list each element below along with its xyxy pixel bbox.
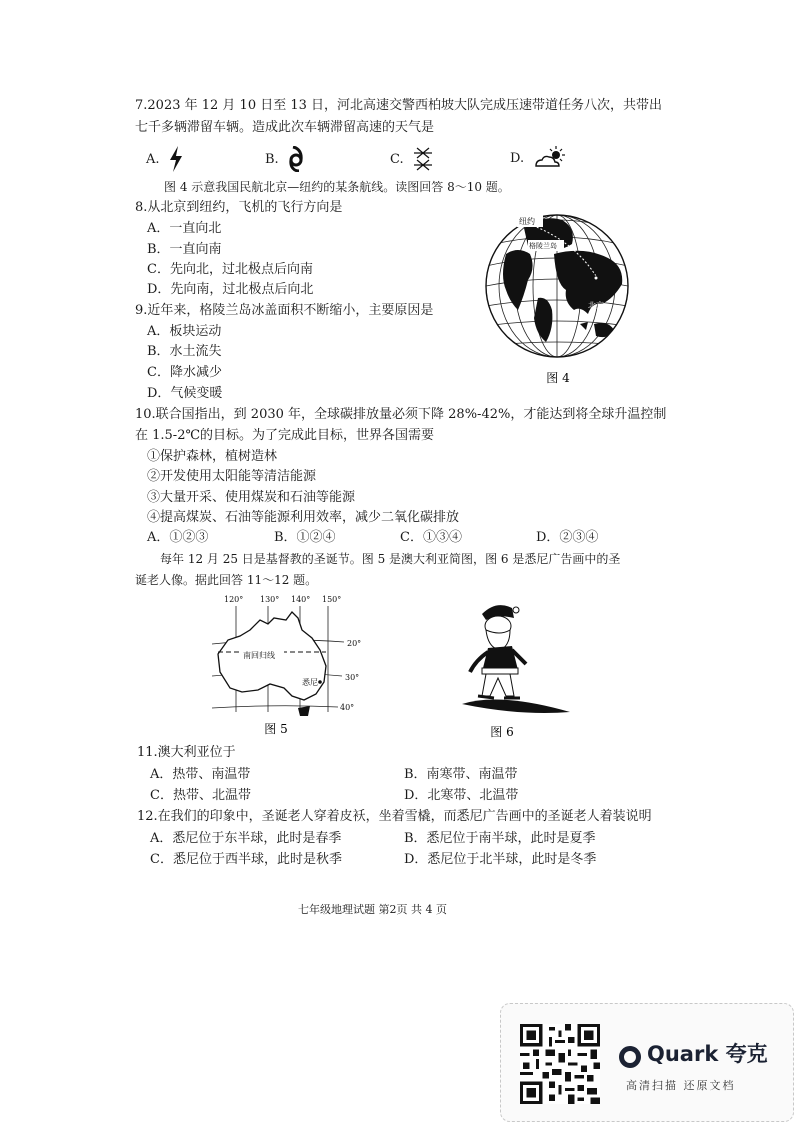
q12-option-b: B．悉尼位于南半球，此时是夏季 bbox=[404, 831, 596, 846]
fig4-intro: 图 4 示意我国民航北京—纽约的某条航线。读图回答 8～10 题。 bbox=[164, 180, 510, 194]
q8-option-b: B．一直向南 bbox=[147, 242, 222, 257]
figure-6-santa-surfing bbox=[460, 600, 580, 742]
q11-option-a: A．热带、南温带 bbox=[150, 767, 251, 782]
lon-120-label: 120° bbox=[224, 595, 244, 604]
q7-option-a: A. bbox=[146, 146, 184, 172]
q9-option-c: C．降水减少 bbox=[147, 365, 222, 380]
snow-icon bbox=[412, 146, 434, 172]
q7-option-b: B. bbox=[265, 146, 305, 172]
lon-130-label: 130° bbox=[260, 595, 280, 604]
q8-option-d: D．先向南，过北极点后向北 bbox=[147, 282, 314, 297]
q10-option-d: D．②③④ bbox=[536, 530, 599, 545]
quark-watermark bbox=[500, 1003, 794, 1122]
q10-item-3: ③大量开采、使用煤炭和石油等能源 bbox=[147, 490, 356, 505]
lon-150-label: 150° bbox=[322, 595, 342, 604]
q12-stem: 12.在我们的印象中，圣诞老人穿着皮袄，坐着雪橇，而悉尼广告画中的圣诞老人着装说明 bbox=[137, 809, 652, 824]
q10-stem-line1: 10.联合国指出，到 2030 年，全球碳排放量必须下降 28%-42%，才能达到将全球升温控制 bbox=[135, 407, 667, 422]
q7-option-c: C. bbox=[390, 146, 434, 172]
q8-option-a: A．一直向北 bbox=[147, 221, 222, 236]
q11-option-c: C．热带、北温带 bbox=[150, 788, 251, 803]
label-beijing: 北京 bbox=[588, 301, 604, 310]
fig5-intro-line2: 诞老人像。据此回答 11～12 题。 bbox=[135, 573, 318, 587]
q11-option-d: D．北寒带、北温带 bbox=[404, 788, 519, 803]
page-footer: 七年级地理试题 第2页 共 4 页 bbox=[298, 903, 447, 916]
q10-item-2: ②开发使用太阳能等清洁能源 bbox=[147, 469, 317, 484]
lat-30-label: 30° bbox=[345, 673, 360, 682]
lat-40-label: 40° bbox=[340, 703, 355, 712]
qr-code bbox=[520, 1024, 600, 1104]
q9-stem: 9.近年来，格陵兰岛冰盖面积不断缩小，主要原因是 bbox=[135, 303, 434, 318]
figure-5-australia-map bbox=[212, 590, 382, 740]
quark-logo-icon bbox=[619, 1046, 641, 1068]
q9-option-a: A．板块运动 bbox=[147, 324, 222, 339]
label-greenland: 格陵兰岛 bbox=[529, 242, 557, 250]
tropic-of-capricorn-label: 南回归线 bbox=[243, 651, 275, 660]
lat-20-label: 20° bbox=[347, 639, 362, 648]
q12-option-c: C．悉尼位于西半球，此时是秋季 bbox=[150, 852, 342, 867]
quark-brand: Quark 夸克 bbox=[619, 1038, 768, 1068]
lightning-icon bbox=[168, 146, 184, 172]
q10-option-c: C．①③④ bbox=[400, 530, 462, 545]
sydney-label: 悉尼 bbox=[302, 678, 318, 687]
figure-5-caption: 图 5 bbox=[264, 722, 288, 736]
q9-option-d: D．气候变暖 bbox=[147, 386, 223, 401]
q7-stem-line2: 七千多辆滞留车辆。造成此次车辆滞留高速的天气是 bbox=[135, 120, 435, 135]
figure-4-caption: 图 4 bbox=[546, 371, 570, 385]
figure-6-caption: 图 6 bbox=[490, 725, 514, 739]
typhoon-icon bbox=[287, 146, 305, 172]
q10-stem-line2: 在 1.5-2℃的目标。为了完成此目标，世界各国需要 bbox=[135, 428, 435, 443]
q11-stem: 11.澳大利亚位于 bbox=[137, 745, 236, 760]
label-newyork: 纽约 bbox=[519, 217, 535, 226]
q11-option-b: B．南寒带、南温带 bbox=[404, 767, 518, 782]
q8-option-c: C．先向北，过北极点后向南 bbox=[147, 262, 313, 277]
q10-item-1: ①保护森林，植树造林 bbox=[147, 449, 278, 464]
sun-cloud-icon bbox=[534, 146, 568, 168]
q12-option-a: A．悉尼位于东半球，此时是春季 bbox=[150, 831, 342, 846]
lon-140-label: 140° bbox=[291, 595, 311, 604]
q7-option-d: D. bbox=[510, 146, 568, 169]
q10-option-a: A．①②③ bbox=[147, 530, 209, 545]
q8-stem: 8.从北京到纽约，飞机的飞行方向是 bbox=[135, 200, 343, 215]
fig5-intro-line1: 每年 12 月 25 日是基督教的圣诞节。图 5 是澳大利亚简图，图 6 是悉尼广告画中的圣 bbox=[160, 552, 621, 566]
q10-option-b: B．①②④ bbox=[274, 530, 336, 545]
quark-tagline: 高清扫描 还原文档 bbox=[626, 1079, 736, 1092]
q12-option-d: D．悉尼位于北半球，此时是冬季 bbox=[404, 852, 597, 867]
figure-4-globe bbox=[484, 206, 634, 386]
q7-stem-line1: 7.2023 年 12 月 10 日至 13 日，河北高速交警西柏坡大队完成压速带道任务八次，共带出 bbox=[135, 98, 663, 113]
q9-option-b: B．水土流失 bbox=[147, 344, 222, 359]
q10-item-4: ④提高煤炭、石油等能源利用效率，减少二氧化碳排放 bbox=[147, 510, 460, 525]
